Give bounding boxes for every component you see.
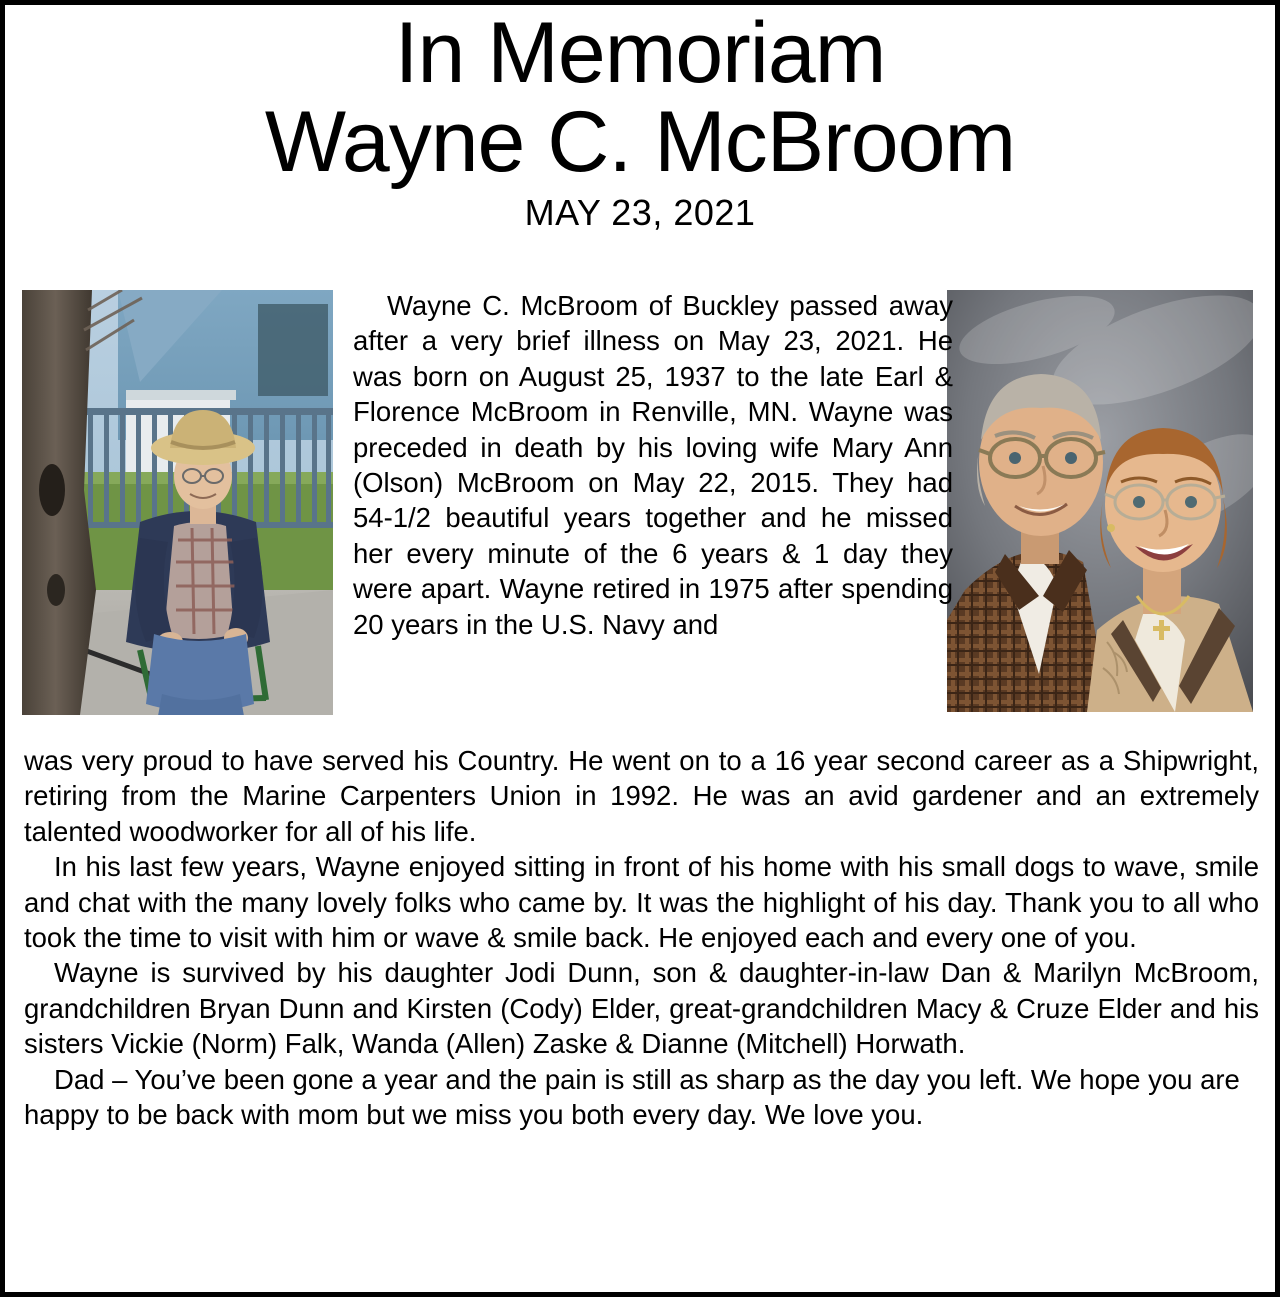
obituary-paragraph-1-text: was very proud to have served his Country. He went on to a 16 year second career as a Shipwright, retiring from the Marine Carpenters Union in 1992. He was an avid gardener and an extremely talented woodworker for all of his life. [24,745,1259,847]
obituary-paragraphs [24,743,1259,1132]
obituary-paragraph-3 [24,955,1259,1061]
obituary-paragraph-4-text: Dad – You’ve been gone a year and the pain is still as sharp as the day you left. We hope you are happy to be back with mom but we miss you both every day. We love you. [24,1063,1240,1131]
obituary-intro-text: Wayne C. McBroom of Buckley passed away after a very brief illness on May 23, 2021. He was born on August 25, 1937 to the late Earl & Florence McBroom in Renville, MN. Wayne was preceded in death by his loving wife Mary Ann (Olson) McBroom on May 22, 2015. They had 54-1/2 beautiful years together and he missed her every minute of the 6 years & 1 day they were apart. Wayne retired in 1975 after spending 20 years in the U.S. Navy and [353,290,953,640]
obituary-body [17,288,1263,1286]
date-of-death: MAY 23, 2021 [524,191,756,233]
obituary-paragraph-2-text: In his last few years, Wayne enjoyed sitting in front of his home with his small dogs to wave, smile and chat with the many lovely folks who came by. It was the highlight of his day. Thank you to all who took the time to visit with him or wave & smile back. He enjoyed each and every one of you. [24,851,1259,954]
obituary-paragraph-1 [24,743,1259,849]
page-title-line-1: In Memoriam [394,5,886,101]
obituary-paragraph-2 [24,849,1259,955]
masthead [5,5,1275,232]
page-title-line-2: Wayne C. McBroom [264,94,1016,191]
notice-inner [5,5,1275,1292]
obituary-intro-column [353,288,953,642]
obituary-paragraph-3-text: Wayne is survived by his daughter Jodi Dunn, son & daughter-in-law Dan & Marilyn McBroom, grandchildren Bryan Dunn and Kirsten (Cody) Elder, great-grandchildren Macy & Cruze Elder and his sisters Vickie (Norm) Falk, Wanda (Allen) Zaske & Dianne (Mitchell) Horwath. [24,957,1259,1060]
obituary-paragraph-4 [24,1062,1259,1133]
